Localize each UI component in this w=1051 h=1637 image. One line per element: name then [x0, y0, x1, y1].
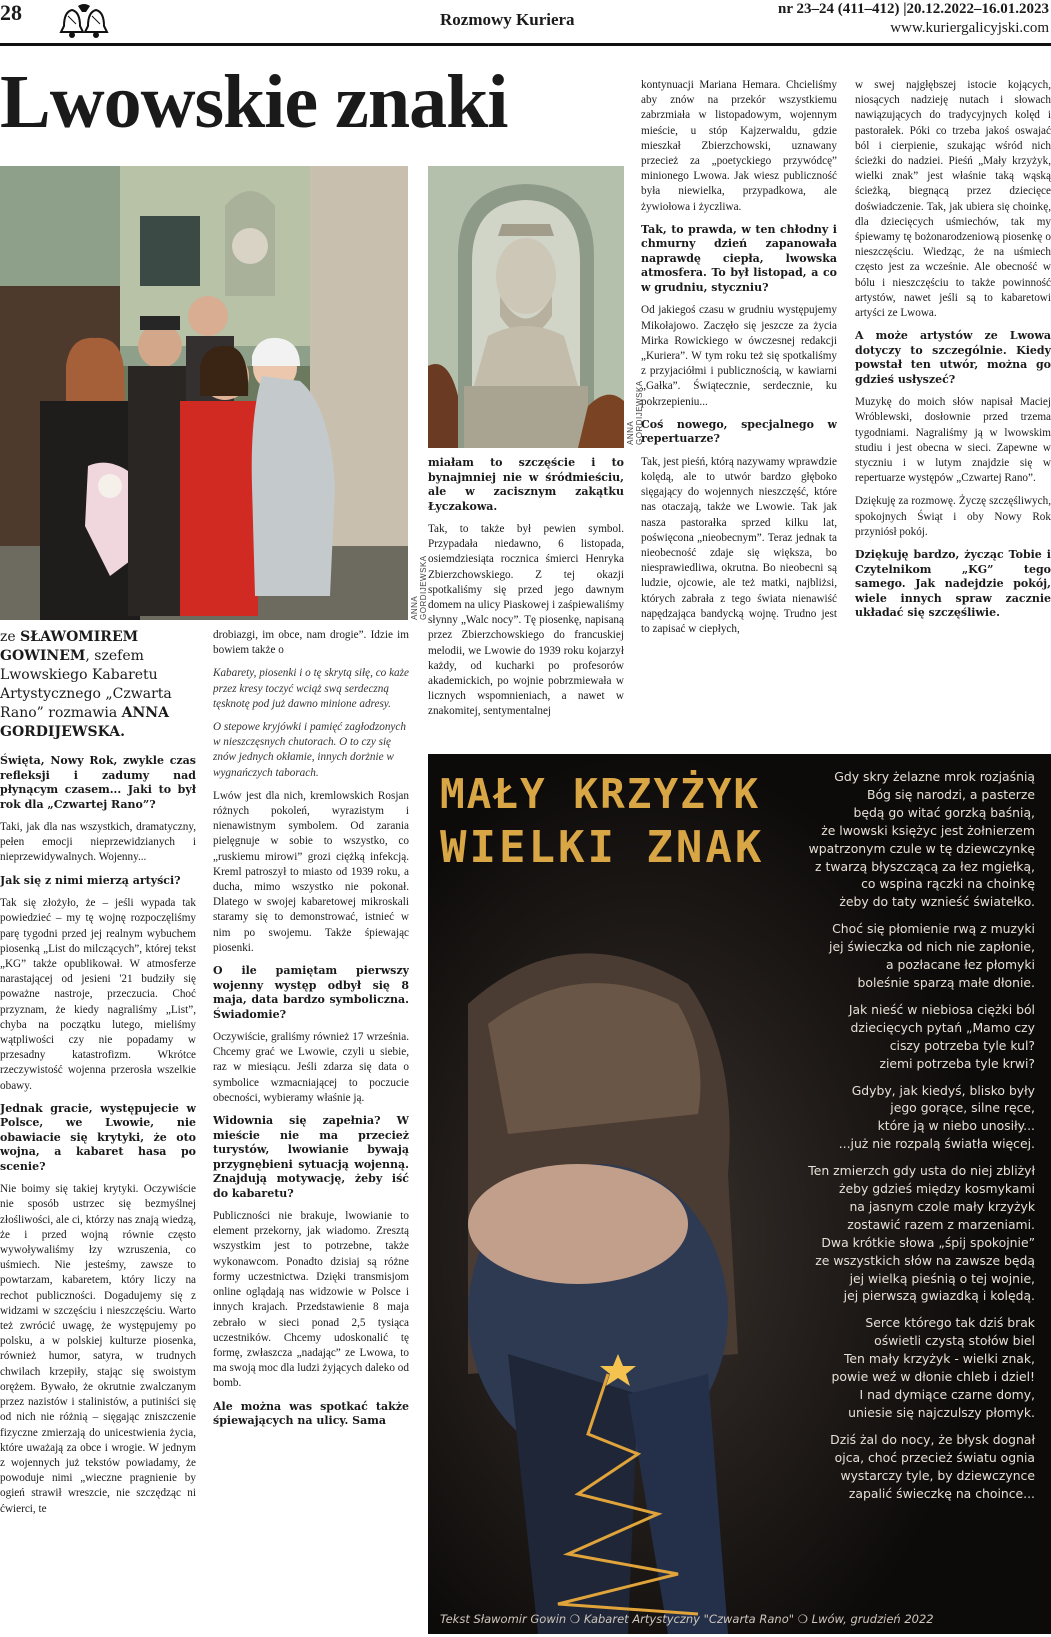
- question: Dziękuję bardzo, życząc Tobie i Czytelnikom „KG” tego samego. Jak nadejdzie pokój, wiele innych spraw zacznie układać się szczęśliwie.: [855, 548, 1051, 620]
- question: Jednak gracie, występujecie w Polsce, we Lwowie, nie obawiacie się krytyki, że oto wojna, a kabaret hasa po scenie?: [0, 1101, 196, 1173]
- answer: kontynuacji Mariana Hemara. Chcieliśmy aby znów na przekór wszystkiemu zabrzmiała w listopadowym, wojennym mieście, u stóp Kajzerwaldu, gdzie mieszkał Zbierzchowski, uznawany przecież za „poetyckiego przywódcę” minionego Lwowa. Jak wiesz publiczność była niewielka, przypadkowa, ale żywiołowa i życzliwa.: [641, 79, 837, 213]
- sculpture-photo: [428, 166, 624, 448]
- poem-stanza: Jak nieść w niebiosa ciężki ból dziecięcych pytań „Mamo czy ciszy potrzeba tyle kul? ziemi potrzeba tyle krwi?: [848, 1001, 1035, 1071]
- christmas-bells-icon: [58, 2, 112, 42]
- answer: Taki, jak dla nas wszystkich, dramatyczny, pełen emocji nieprzewidzianych i nieprzewidywalnych. Wojenny...: [0, 821, 196, 864]
- page-number: 28: [0, 0, 22, 25]
- poem-stanza: Serce którego tak dziś brak oświetli czystą stołów biel Ten mały krzyżyk - wielki znak, powie weź w dłonie chleb i dziel! I nad dymiące czarne domy, uniesie się najczulszy płomyk.: [831, 1315, 1035, 1420]
- article-column-5: [855, 78, 1051, 748]
- question: miałam to szczęście i to bynajmniej nie w śródmieściu, ale w zacisznym zakątku Łyczakowa.: [428, 456, 624, 513]
- group-photo: [0, 166, 408, 620]
- poem-stanza: Gdyby, jak kiedyś, blisko były jego gorące, silne ręce, które ją w niebo unosiły... ...już nie rozpalą światła więcej.: [838, 1082, 1035, 1152]
- article-title: Lwowskie znaki: [0, 60, 508, 144]
- photo2-credit: ANNA GORDIJEWSKA: [626, 380, 644, 445]
- answer: Od jakiegoś czasu w grudniu występujemy Mikołajowo. Zaczęło się jeszcze za życia Mirka Rowickiego w ówczesnej redakcji „Kuriera”. W tym roku też się spotkaliśmy z przyjaciółmi i publicznością, w kawiarni „Gałka”. Świątecznie, serdecznie, ku pokrzepieniu...: [641, 304, 837, 408]
- header-rule: [0, 43, 1051, 46]
- issue-number: nr 23–24 (411–412) |20.12.2022–16.01.2023: [778, 1, 1049, 17]
- verse: O stepowe kryjówki i pamięć zagłodzonych w nieszczęsnych chutorach. O to czy się znów jednych okłamie, innych dorżnie w wygnańczych taborach.: [213, 721, 406, 779]
- interviewer-name: ANNA GORDIJEWSKA.: [0, 705, 169, 740]
- question: Jak się z nimi mierzą artyści?: [0, 873, 181, 887]
- question: Widownia się zapełnia? W mieście nie ma przecież turystów, lwowianie bywają przygnębieni sytuacją wojenną. Znajdują motywację, żeby iść do kabaretu?: [213, 1114, 409, 1200]
- poster-title-line1: MAŁY KRZYŻYK: [440, 770, 761, 818]
- poem-stanza: Ten zmierzch gdy usta do niej zbliżył żeby gdzieś między kosmykami na jasnym czole mały krzyżyk zostawić razem z marzeniami. Dwa krótkie słowa „śpij spokojnie” ze wszystkich słów na zawsze będą jej wielką pieśnią o tej wojnie, jej pierwszą gwiazdką i kolędą.: [808, 1163, 1035, 1304]
- answer: Tak, jest pieśń, którą nazywamy wprawdzie kolędą, ale to utwór bardzo głęboko sięgający do wojennych nieszczęść, które nas otaczają, także we Lwowie. Tak jak nasza pastorałka sprzed kilku lat, poświęcona „nieobecnym”. Teraz jednak ta nieobecność zdaje się większa, bo niesprawiedliwa, okrutna. Bo nieobecni są ludzie, ojcowie, ale też matki, najbliżsi, których zabrała z tego świata nienawiść napędzająca bandycką wojnę. Trudno jest to zapisać w ciepłych,: [641, 455, 837, 635]
- answer: w swej najgłębszej istocie kojących, niosących nadzieję nutach i słowach nawiązujących do tradycyjnych kolęd i pastorałek. Póki co trzeba jakoś oswajać ból i cierpienie, szukając wśród nich ścieżki do nadziei. Pieśń „Mały krzyżyk, wielki znak” jest właśnie taką wąską ścieżką, biegnącą przez dziecięce doświadczenie. Tak, jak ubiera się choinkę, dla dziecięcych uśmiechów, tak my śpiewamy tę bożonarodzeniową piosenkę o nieszczęściu. Wiedząc, że na uśmiech często jest za wcześnie. Ale obecność w bólu i nieszczęściu to także powinność artystów, nawet jeśli są to kabaretowi artyści ze Lwowa.: [855, 79, 1051, 320]
- poem-stanza: Dziś żal do nocy, że błysk dognał ojca, choć przecież światu ognia wystarczy tyle, by dziewczynce zapalić świeczkę na choince...: [830, 1431, 1035, 1501]
- issue-info: [778, 0, 1049, 38]
- answer: Publiczności nie brakuje, lwowianie to element przekorny, jak wiadomo. Zresztą wszystkim jest to potrzebne, także wykonawcom. Ponadto dzisiaj są różne formy uczestnictwa. Dzięki transmisjom online oglądają nas widzowie w Polsce i innych krajach. Przedstawienie 8 maja zebrało w sieci ponad 2,5 tysiąca uczestników. Chcemy udoskonalić tę formę, zwłaszcza „nadając” ze Lwowa, to ma swoją moc dla ludzi żyjących daleko od bomb.: [213, 1210, 409, 1390]
- answer: Tak się złożyło, że – jeśli wypada tak powiedzieć – my tę wojnę rozpoczęliśmy parę tygodni przed jej realnym wybuchem piosenką „List do milczących”, której tekst „KG” także opublikował. W atmosferze narastającej od jesieni '21 budziły się poważne nastroje, przeczucia. Choć przyznam, że kiedy nagraliśmy „List”, chyba na początku lutego, mieliśmy wątpliwości czy nie popadamy w przesadny katastrofizm. Wkrótce rzeczywistość wojenna przerosła wszelkie obawy.: [0, 897, 196, 1092]
- poster-footer: Tekst Sławomir Gowin ❍ Kabaret Artystyczny "Czwarta Rano" ❍ Lwów, grudzień 2022: [440, 1612, 934, 1626]
- poem-lyrics: [615, 768, 1035, 1511]
- poster-title-line2: WIELKI ZNAK: [440, 822, 765, 873]
- website-url: www.kuriergalicyjski.com: [890, 20, 1049, 36]
- answer: Muzykę do moich słów napisał Maciej Wróblewski, dosłownie przed trzema tygodniami. Nagraliśmy ją w lwowskim studiu i jest obecna w sieci. Zapewne w styczniu i w lutym znajdzie się w repertuarze występów „Czwartej Rano”.: [855, 396, 1051, 485]
- answer: Lwów jest dla nich, kremlowskich Rosjan różnych pokoleń, wyrazistym i nienawistnym symbolem. Od zarania pielęgnuje w sobie to wszystko, co „ruskiemu mirowi” grozi ciężką infekcją. Kreml patroszył to miasto od 1939 roku, a ducha, mimo wszystko nie pokonał. Dlatego w swojej kabaretowej mikroskali staramy się to demonstrować, istnieć w nim po swojemu. Także śpiewając piosenki.: [213, 789, 409, 954]
- question: O ile pamiętam pierwszy wojenny występ odbył się 8 maja, data bardzo symboliczna. Świadomie?: [213, 964, 409, 1021]
- article-column-1: [0, 628, 196, 1637]
- question: A może artystów ze Lwowa dotyczy to szczególnie. Kiedy powstał ten utwór, można go gdzieś usłyszeć?: [855, 329, 1051, 386]
- article-column-4: [641, 78, 837, 748]
- answer: Tak, to także był pewien symbol. Przypadała niedawno, 6 listopada, osiemdziesiąta rocznica śmierci Henryka Zbierzchowskiego. Z tej okazji spotkaliśmy się przed jego dawnym domem na ulicy Piaskowej i zaśpiewaliśmy słynny „Walc nocy”. Tę piosenkę, napisaną przez Zbierzchowskiego do francuskiej melodii, we Lwowie do 1939 roku kojarzył każdy, od kucharki po profesorów akademickich, po wojnie pobrzmiewała w licznych wspomnieniach, a nawet w znakomitej, sentymentalnej: [428, 523, 624, 718]
- answer: Oczywiście, graliśmy również 17 września. Chcemy grać we Lwowie, czyli u siebie, raz w miesiącu. Jeśli zdarza się data o symbolice wzmacniającej to poczucie obecności, wybieramy właśnie ją.: [213, 1031, 409, 1104]
- question: Ale można was spotkać także śpiewających na ulicy. Sama: [213, 1399, 409, 1428]
- article-column-2: [213, 628, 409, 1637]
- poem-stanza: Choć się płomienie rwą z muzyki jej świeczka od nich nie zapłonie, a pozłacane łez płomyki boleśnie sparzą małe dłonie.: [829, 921, 1035, 990]
- question: Tak, to prawda, w ten chłodny i chmurny dzień zapanowała naprawdę ciepła, lwowska atmosfera. To był listopad, a co w grudniu, styczniu?: [641, 222, 837, 294]
- section-title: Rozmowy Kuriera: [440, 10, 575, 29]
- answer: drobiazgi, im obce, nam drogie”. Idzie im bowiem także o: [213, 629, 409, 657]
- question: Coś nowego, specjalnego w repertuarze?: [641, 417, 837, 446]
- verse: Kabarety, piosenki i o tę skrytą siłę, co każe przez kresy toczyć wciąż swą serdeczną tęsknotę pod już dawno minione adresy.: [213, 667, 409, 710]
- article-column-3: [428, 456, 624, 748]
- photo1-credit: ANNA GORDIJEWSKA: [410, 555, 428, 620]
- answer: Nie boimy się takiej krytyki. Oczywiście nie sposób ustrzec się bezmyślnej złośliwości, ale ci, którzy nas znają wiedzą, że i przed wojną równie często wywoływaliśmy łzy wzruszenia, co uśmiech. Nie jesteśmy, zawsze to powtarzam, kabaretem, który liczy na rechot publiczności. Dogadujemy się z widzami w szczęściu i nieszczęściu. Warto też zwrócić uwagę, że występujemy po polsku, a w polskiej kulturze piosenka, również humor, satyra, w trudnych chwilach krzepiły, stając się swoistym orężem. Bywało, że okrutnie zwalczanym przez nazistów i stalinistów, a putiniści się od nich nie różnią – sięgając zniszczenie fizyczne zmierzają do unicestwienia życia, które uważają za obce i wrogie. W jednym z wojennych już tekstów powiadamy, że powoduje nimi „wieczne pragnienie by ogień strawił wreszcie, nie szczędząc ni ćwierci, te: [0, 1183, 196, 1515]
- poem-stanza: Gdy skry żelazne mrok rozjaśnią Bóg się narodzi, a pasterze będą go witać gorzką baśnią, że lwowski księżyc jest żołnierzem wpatrzonym czule w tę dziewczynkę z twarzą błyszczącą za łez mgiełką, co wspina rączki na choinkę żeby do taty wznieść światełko.: [808, 769, 1035, 910]
- question: Święta, Nowy Rok, zwykle czas refleksji i zadumy nad płynącym czasem... Jaki to był rok dla „Czwartej Rano”?: [0, 754, 196, 811]
- interview-intro: ze SŁAWOMIREM GOWINEM, szefem Lwowskiego Kabaretu Artystycznego „Czwarta Rano” rozmawia ANNA GORDIJEWSKA.: [0, 629, 172, 740]
- answer: Dziękuję za rozmowę. Życzę szczęśliwych, spokojnych Świąt i oby Nowy Rok przyniósł pokój.: [855, 495, 1051, 538]
- interviewee-name: SŁAWOMIREM GOWINEM: [0, 629, 139, 664]
